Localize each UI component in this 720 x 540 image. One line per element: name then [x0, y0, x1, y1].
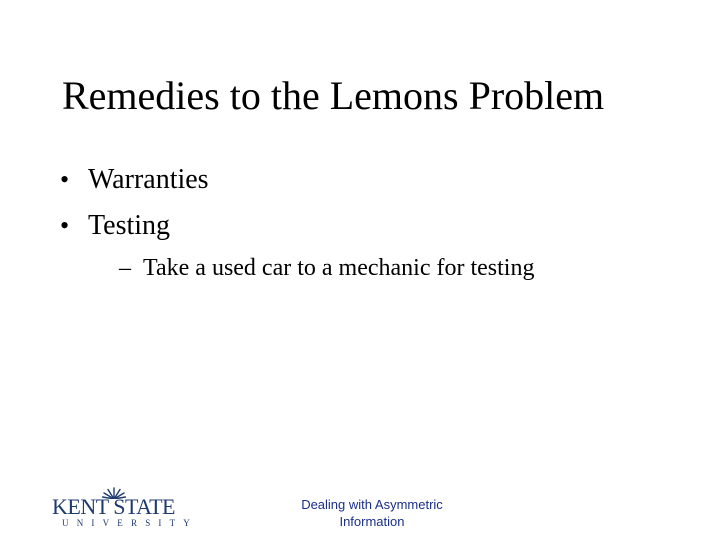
- bullet-text: Warranties: [88, 164, 209, 195]
- logo-subtext: UNIVERSITY: [62, 518, 198, 528]
- slide-title: Remedies to the Lemons Problem: [62, 73, 605, 118]
- sub-bullet-item: [119, 255, 534, 282]
- university-logo: [52, 488, 198, 530]
- bullet-text: Testing: [88, 210, 171, 241]
- bullet-marker: •: [60, 165, 70, 194]
- sub-bullet-marker: –: [119, 255, 131, 281]
- bullet-list: [60, 164, 209, 256]
- footer-text: [272, 496, 472, 530]
- bullet-marker: •: [60, 211, 70, 240]
- sub-bullet-text: Take a used car to a mechanic for testing: [143, 255, 535, 281]
- footer-line-2: Information: [339, 514, 405, 529]
- logo-wordmark: KENT STATE: [52, 494, 175, 519]
- bullet-item: [60, 164, 209, 210]
- footer-line-1: Dealing with Asymmetric: [301, 497, 443, 512]
- bullet-item: [60, 210, 209, 256]
